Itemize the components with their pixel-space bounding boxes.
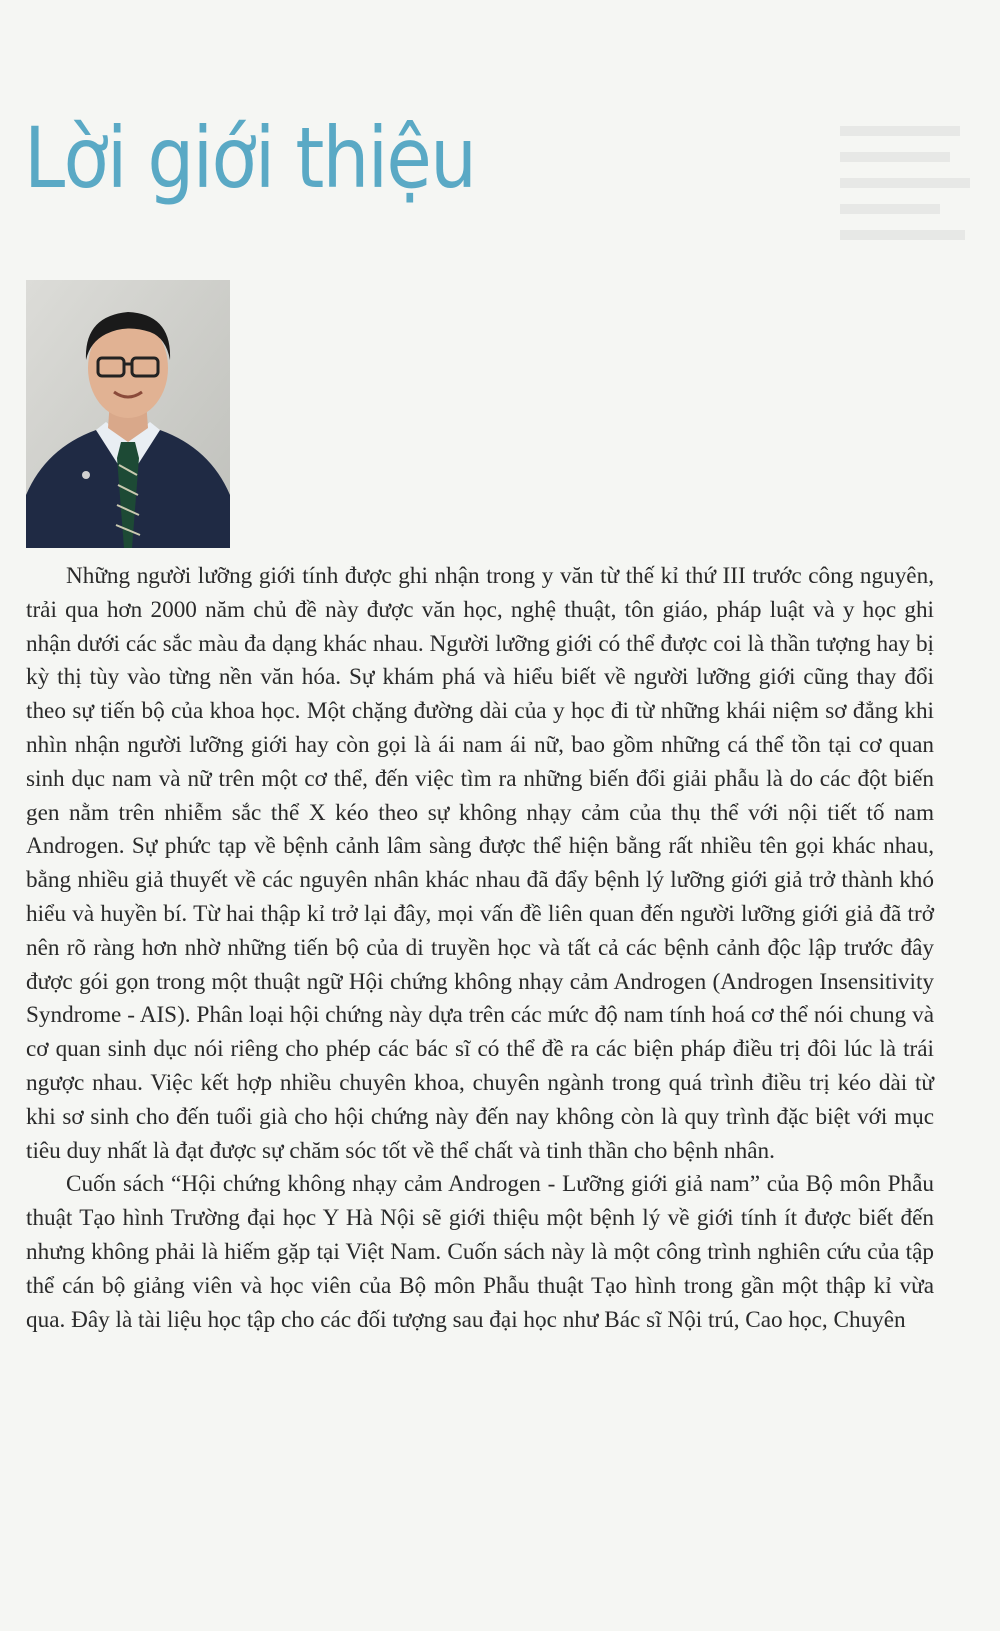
bleed-through-decoration: [830, 118, 980, 268]
paragraph-1: Những người lưỡng giới tính được ghi nhận trong y văn từ thế kỉ thứ III trước công nguyên, trải qua hơn 2000 năm chủ đề này được văn học, nghệ thuật, tôn giáo, pháp luật và y học ghi nhận dưới các sắc màu đa dạng khác nhau. Người lưỡng giới có thể được coi là thần tượng hay bị kỳ thị tùy vào từng nền văn hóa. Sự khám phá và hiểu biết về người lưỡng giới cũng thay đổi theo sự tiến bộ của khoa học. Một chặng đường dài của y học đi từ những khái niệm sơ đẳng khi nhìn nhận người lưỡng giới hay còn gọi là ái nam ái nữ, bao gồm những cá thể tồn tại cơ quan sinh dục nam và nữ trên một cơ thể, đến việc tìm ra những biến đổi giải phẫu là do các đột biến gen nằm trên nhiễm sắc thể X kéo theo sự không nhạy cảm của thụ thể với nội tiết tố nam Androgen. Sự phức tạp về bệnh cảnh lâm sàng được thể hiện bằng rất nhiều tên gọi khác nhau, bằng nhiều giả thuyết về các nguyên nhân khác nhau đã đẩy bệnh lý lưỡng giới giả trở thành khó hiểu và huyền bí. Từ hai thập kỉ trở lại đây, mọi vấn đề liên quan đến người lưỡng giới giả đã trở nên rõ ràng hơn nhờ những tiến bộ của di truyền học và tất cả các bệnh cảnh độc lập trước đây được gói gọn trong một thuật ngữ Hội chứng không nhạy cảm Androgen (Androgen Insensitivity Syndrome - AIS). Phân loại hội chứng này dựa trên các mức độ nam tính hoá cơ thể nói chung và cơ quan sinh dục nói riêng cho phép các bác sĩ có thể đề ra các biện pháp điều trị đôi lúc là trái ngược nhau. Việc kết hợp nhiều chuyên khoa, chuyên ngành trong quá trình điều trị kéo dài từ khi sơ sinh cho đến tuổi già cho hội chứng này đến nay không còn là quy trình đặc biệt với mục tiêu duy nhất là đạt được sự chăm sóc tốt về thể chất và tinh thần cho bệnh nhân.: [26, 563, 934, 1164]
paragraph-2: Cuốn sách “Hội chứng không nhạy cảm Androgen - Lưỡng giới giả nam” của Bộ môn Phẫu thuật Tạo hình Trường đại học Y Hà Nội sẽ giới thiệu một bệnh lý về giới tính ít được biết đến nhưng không phải là hiếm gặp tại Việt Nam. Cuốn sách này là một công trình nghiên cứu của tập thể cán bộ giảng viên và học viên của Bộ môn Phẫu thuật Tạo hình trong gần một thập kỉ vừa qua. Đây là tài liệu học tập cho các đối tượng sau đại học như Bác sĩ Nội trú, Cao học, Chuyên: [26, 1171, 934, 1333]
page-title: Lời giới thiệu: [24, 109, 476, 207]
introduction-body: [26, 560, 934, 1337]
portrait-photo-icon: [26, 280, 230, 548]
author-portrait: [26, 280, 230, 548]
